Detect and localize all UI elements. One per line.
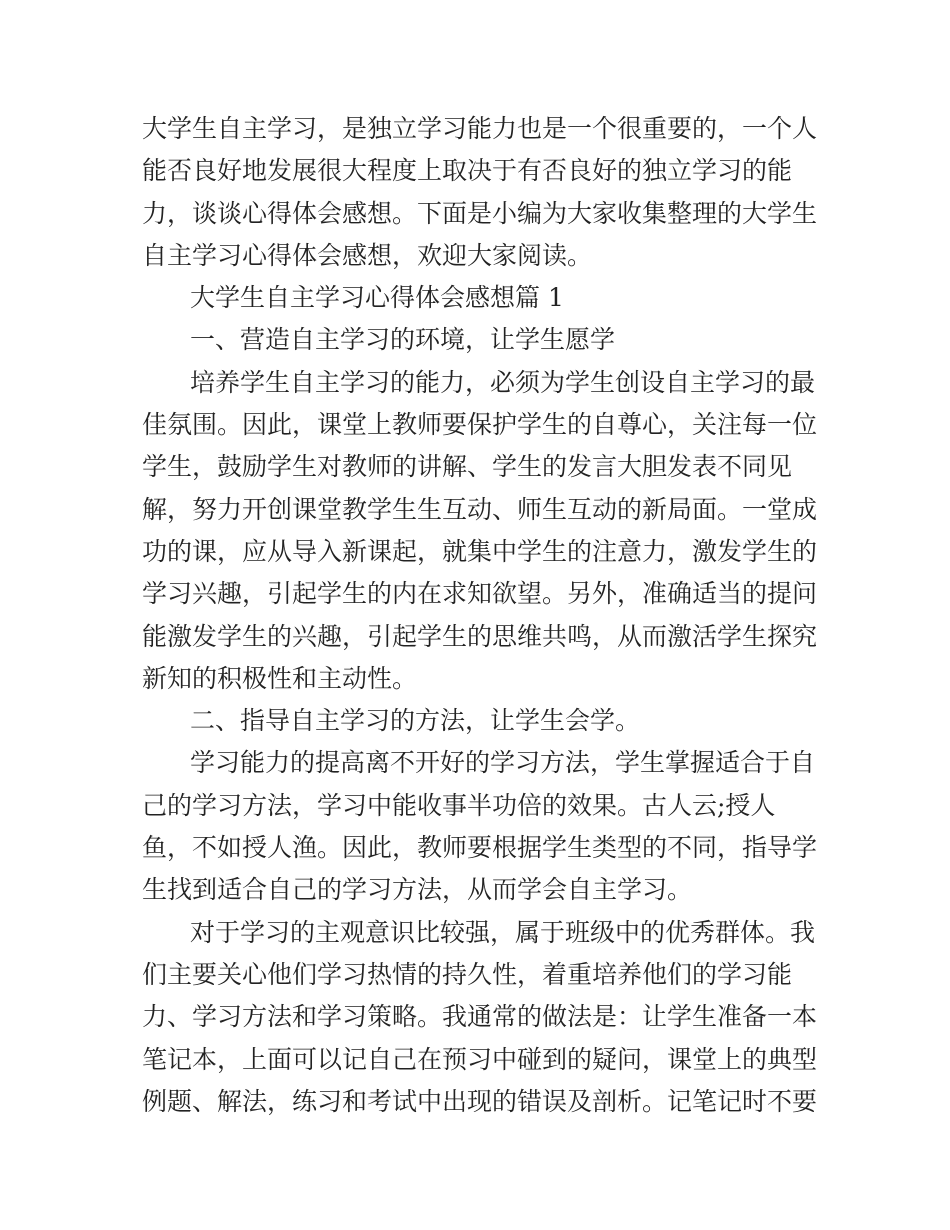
text-line: 鱼，不如授人渔。因此，教师要根据学生类型的不同，指导学 [142,833,818,863]
text-line: 大学生自主学习，是独立学习能力也是一个很重要的，一个人 [142,114,818,143]
text-line: 学生，鼓励学生对教师的讲解、学生的发言大胆发表不同见 [142,452,793,482]
text-line: 新知的积极性和主动性。 [142,663,418,693]
text-line: 功的课，应从导入新课起，就集中学生的注意力，激发学生的 [142,536,818,566]
text-line: 二、指导自主学习的方法，让学生会学。 [190,706,641,736]
text-line: 学习兴趣，引起学生的内在求知欲望。另外，准确适当的提问 [142,579,818,609]
text-line: 力、学习方法和学习策略。我通常的做法是：让学生准备一本 [142,1002,818,1032]
text-line: 自主学习心得体会感想，欢迎大家阅读。 [142,240,593,270]
text-line: 例题、解法，练习和考试中出现的错误及剖析。记笔记时不要 [142,1086,818,1116]
text-line: 己的学习方法，学习中能收事半功倍的效果。古人云;授人 [142,790,776,820]
text-line: 们主要关心他们学习热情的持久性，着重培养他们的学习能 [142,959,793,989]
text-line: 能否良好地发展很大程度上取决于有否良好的独立学习的能 [142,156,793,186]
text-line: 一、营造自主学习的环境，让学生愿学 [190,325,616,355]
text-line: 大学生自主学习心得体会感想篇 1 [190,283,564,313]
text-line: 生找到适合自己的学习方法，从而学会自主学习。 [142,875,693,905]
text-line: 解，努力开创课堂教学生生互动、师生互动的新局面。一堂成 [142,494,818,524]
text-line: 力，谈谈心得体会感想。下面是小编为大家收集整理的大学生 [142,198,818,228]
text-line: 能激发学生的兴趣，引起学生的思维共鸣，从而激活学生探究 [142,621,818,651]
document-body [142,108,818,1123]
text-line: 佳氛围。因此，课堂上教师要保护学生的自尊心，关注每一位 [142,410,818,440]
text-line: 对于学习的主观意识比较强，属于班级中的优秀群体。我 [190,917,816,947]
text-line: 笔记本，上面可以记自己在预习中碰到的疑问，课堂上的典型 [142,1044,818,1074]
text-line: 培养学生自主学习的能力，必须为学生创设自主学习的最 [190,367,816,397]
text-line: 学习能力的提高离不开好的学习方法，学生掌握适合于自 [190,748,816,778]
